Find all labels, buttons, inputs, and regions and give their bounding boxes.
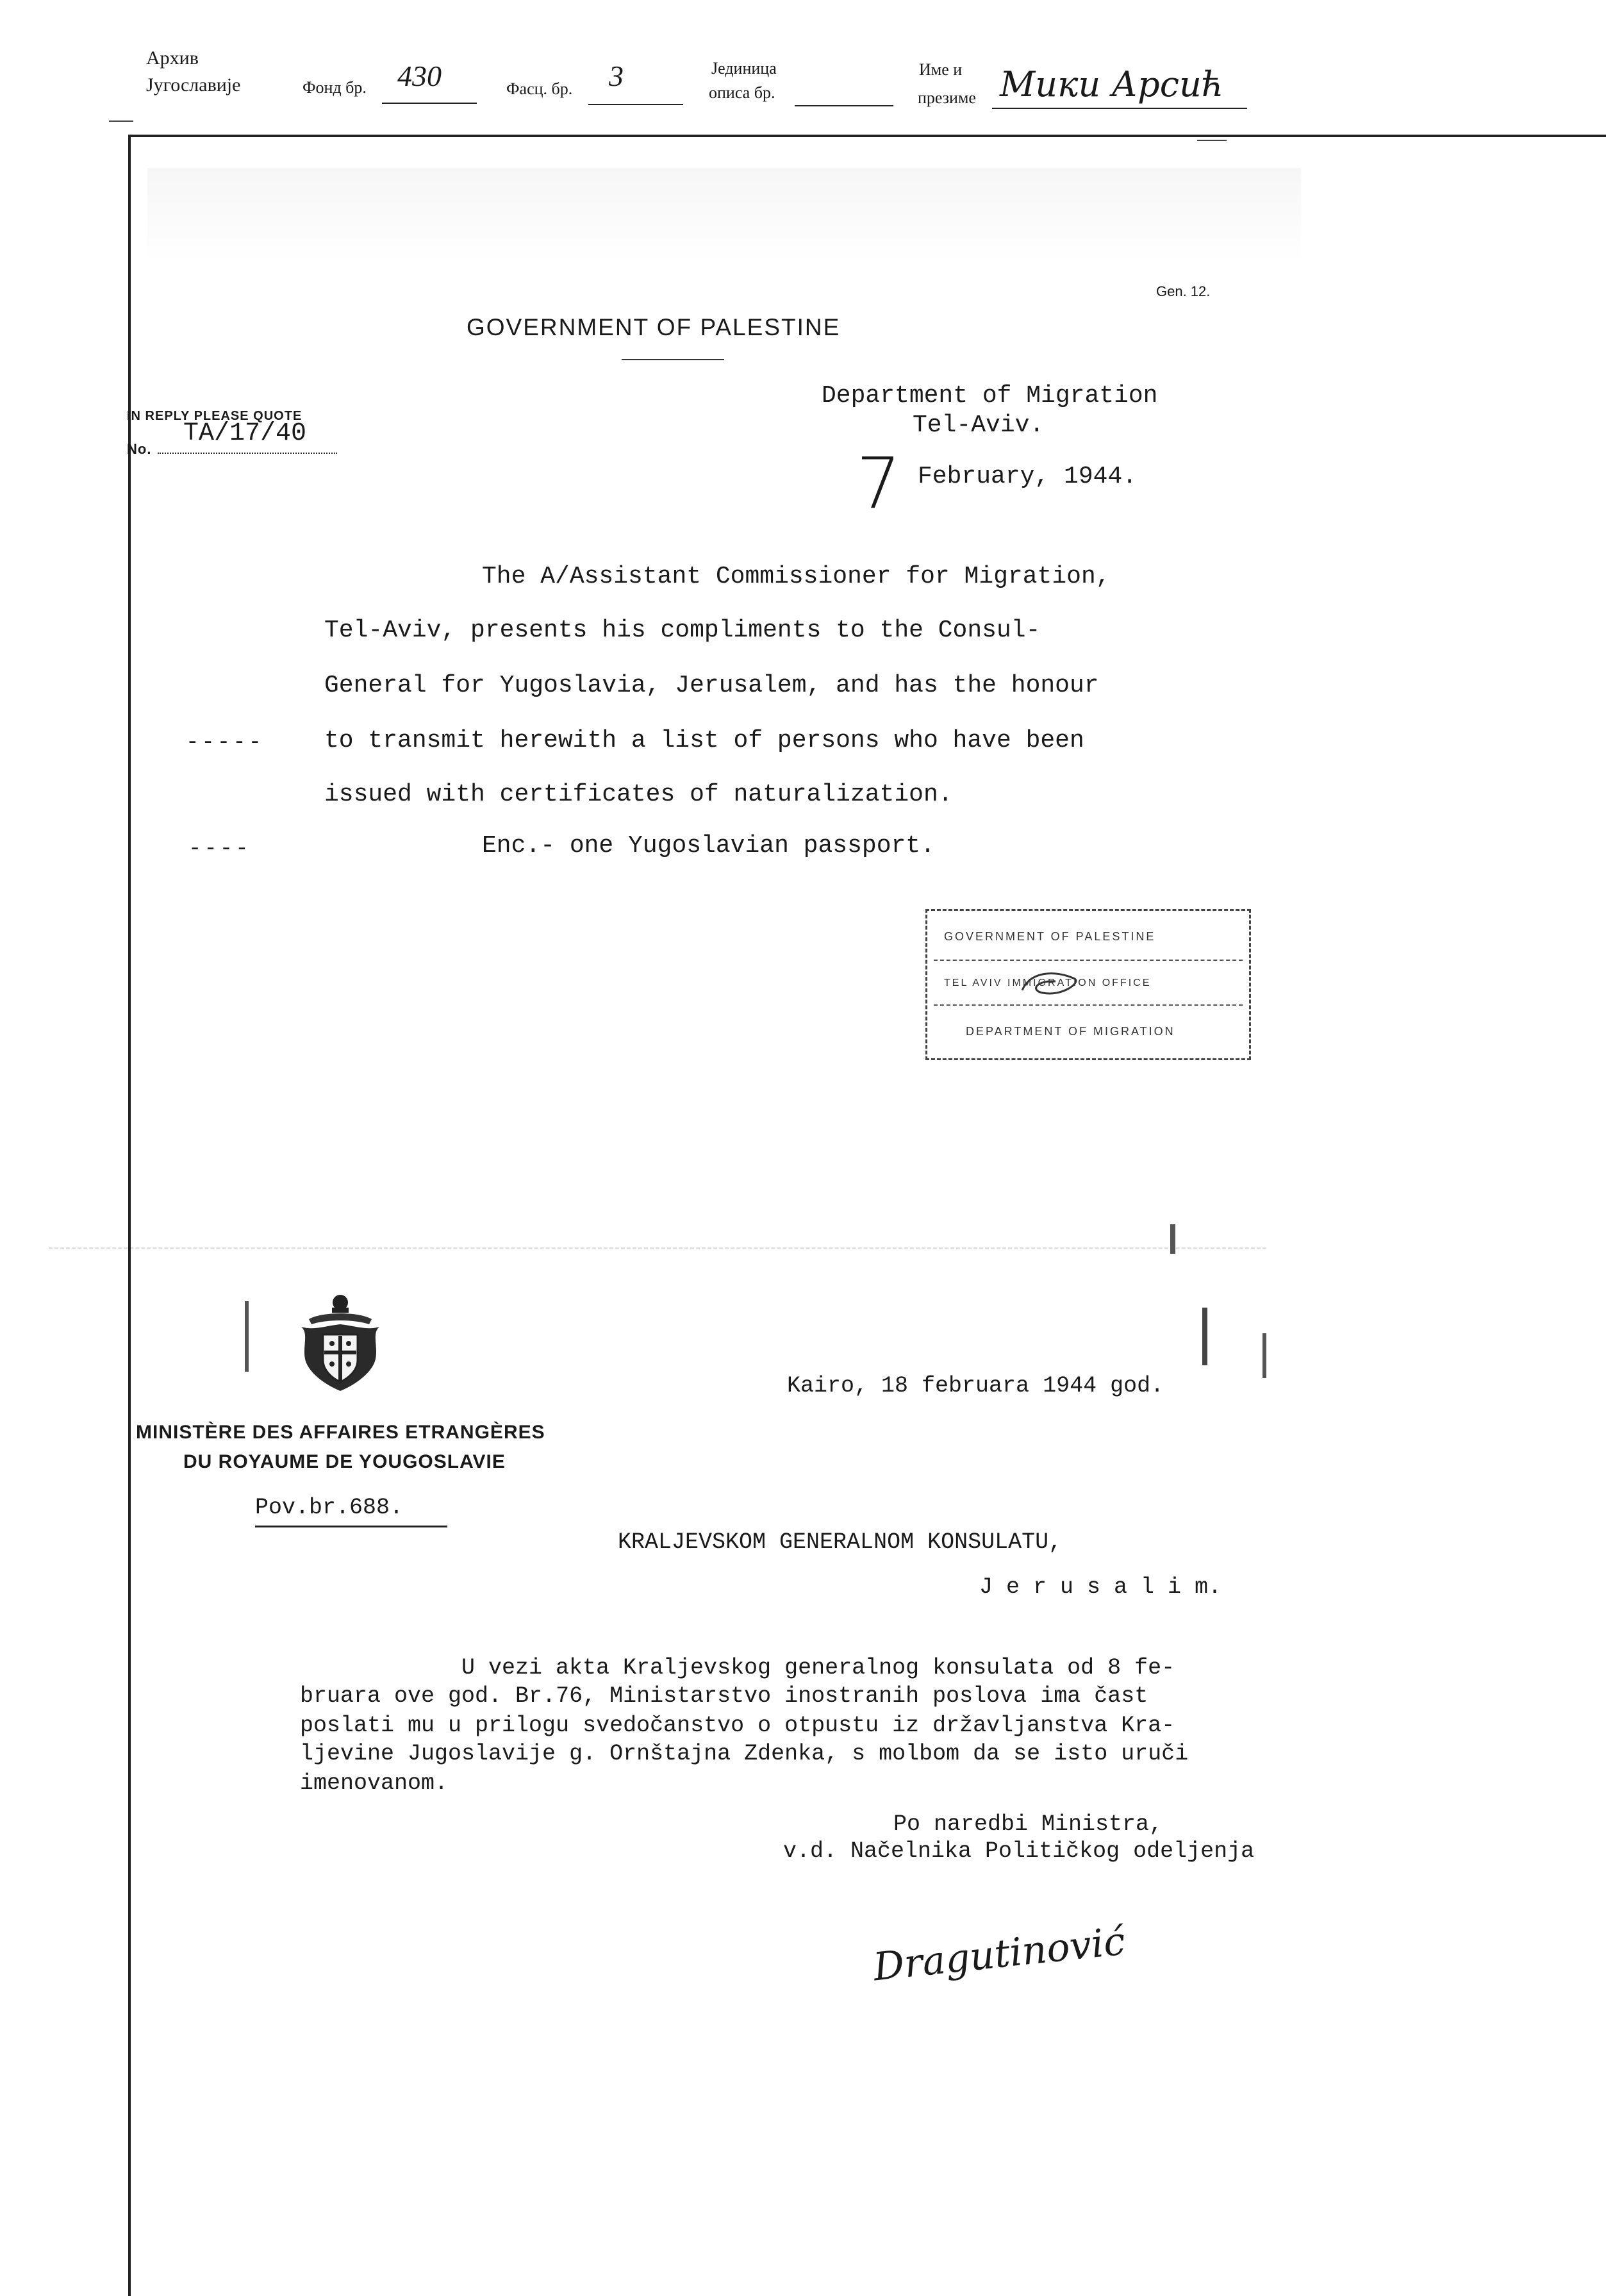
margin-mark: ---- bbox=[188, 837, 251, 861]
reference-no-label: No. bbox=[127, 441, 152, 457]
unit-label: Јединица bbox=[711, 59, 777, 78]
reference-no-value: TA/17/40 bbox=[183, 419, 307, 448]
enclosure-line: Enc.- one Yugoslavian passport. bbox=[482, 832, 935, 860]
date-day-handwritten: 7 bbox=[856, 442, 901, 524]
body-line: U vezi akta Kraljevskog generalnog konsulata od 8 fe- bbox=[461, 1655, 1175, 1681]
closing-order: Po naredbi Ministra, bbox=[893, 1811, 1163, 1837]
punch-mark bbox=[1202, 1308, 1207, 1365]
archive-label: Архив bbox=[146, 47, 199, 69]
ministry-kingdom: DU ROYAUME DE YOUGOSLAVIE bbox=[183, 1451, 506, 1472]
archive-label-country: Југославије bbox=[146, 74, 241, 96]
reference-number: Pov.br.688. bbox=[255, 1495, 404, 1520]
page-seam bbox=[49, 1247, 1266, 1249]
stamp-text: TEL AVIV IMMIGRATION OFFICE bbox=[944, 977, 1152, 988]
body-line: The A/Assistant Commissioner for Migration, bbox=[482, 563, 1111, 590]
body-line: bruara ove god. Br.76, Ministarstvo inostranih poslova ima čast bbox=[300, 1683, 1148, 1709]
name-value-handwritten: Мики Арсић bbox=[1000, 64, 1224, 104]
addressee-city: J e r u s a l i m. bbox=[979, 1574, 1222, 1600]
reply-quote-label: IN REPLY PLEASE QUOTE bbox=[127, 409, 302, 423]
name-label: Име и bbox=[919, 60, 963, 79]
stamp-text: GOVERNMENT OF PALESTINE bbox=[944, 930, 1156, 943]
signature: Dragutinović bbox=[871, 1918, 1127, 1990]
unit-label-2: описа бр. bbox=[709, 83, 775, 102]
punch-mark bbox=[1170, 1224, 1175, 1254]
closing-title: v.d. Načelnika Političkog odeljenja bbox=[783, 1838, 1255, 1864]
copy-frame-top bbox=[128, 135, 1606, 137]
body-line: imenovanom. bbox=[300, 1770, 449, 1796]
corner-mark bbox=[109, 121, 133, 122]
addressee: KRALJEVSKOM GENERALNOM KONSULATU, bbox=[618, 1529, 1063, 1555]
name-label-2: презиме bbox=[918, 88, 976, 107]
body-line: poslati mu u prilogu svedočanstvo o otpustu iz državljanstva Kra- bbox=[300, 1713, 1175, 1738]
place-date: Kairo, 18 februara 1944 god. bbox=[787, 1373, 1164, 1399]
body-line: General for Yugoslavia, Jerusalem, and has the honour bbox=[324, 672, 1099, 699]
margin-mark: ----- bbox=[186, 731, 265, 755]
reference-no-line bbox=[158, 453, 337, 454]
ministry-name: MINISTÈRE DES AFFAIRES ETRANGÈRES bbox=[136, 1422, 545, 1443]
stamp-scribble bbox=[1017, 965, 1088, 1003]
fasc-value: 3 bbox=[609, 60, 624, 92]
reference-underline bbox=[255, 1526, 447, 1527]
body-line: ljevine Jugoslavije g. Ornštajna Zdenka, s molbom da se isto uruči bbox=[300, 1741, 1189, 1767]
royal-coat-of-arms bbox=[290, 1288, 391, 1397]
letterhead-title: GOVERNMENT OF PALESTINE bbox=[467, 314, 841, 340]
copy-frame-left bbox=[128, 135, 131, 2296]
body-line: to transmit herewith a list of persons who have been bbox=[324, 727, 1084, 754]
fasc-label: Фасц. бр. bbox=[506, 79, 573, 98]
department-city: Tel-Aviv. bbox=[913, 412, 1045, 439]
department-name: Department of Migration bbox=[822, 382, 1158, 410]
letter-date: February, 1944. bbox=[918, 463, 1138, 490]
punch-mark bbox=[1262, 1333, 1266, 1378]
body-line: issued with certificates of naturalization. bbox=[324, 781, 953, 808]
office-stamp bbox=[925, 909, 1251, 1060]
fond-value: 430 bbox=[397, 60, 442, 92]
left-punch-mark bbox=[245, 1301, 249, 1372]
copy-shadow bbox=[147, 168, 1301, 264]
title-rule bbox=[622, 359, 724, 360]
corner-mark-right bbox=[1197, 140, 1227, 141]
stamp-text: DEPARTMENT OF MIGRATION bbox=[966, 1025, 1175, 1038]
body-line: Tel-Aviv, presents his compliments to the Consul- bbox=[324, 617, 1041, 644]
form-code: Gen. 12. bbox=[1156, 283, 1211, 299]
fond-label: Фонд бр. bbox=[302, 78, 367, 97]
